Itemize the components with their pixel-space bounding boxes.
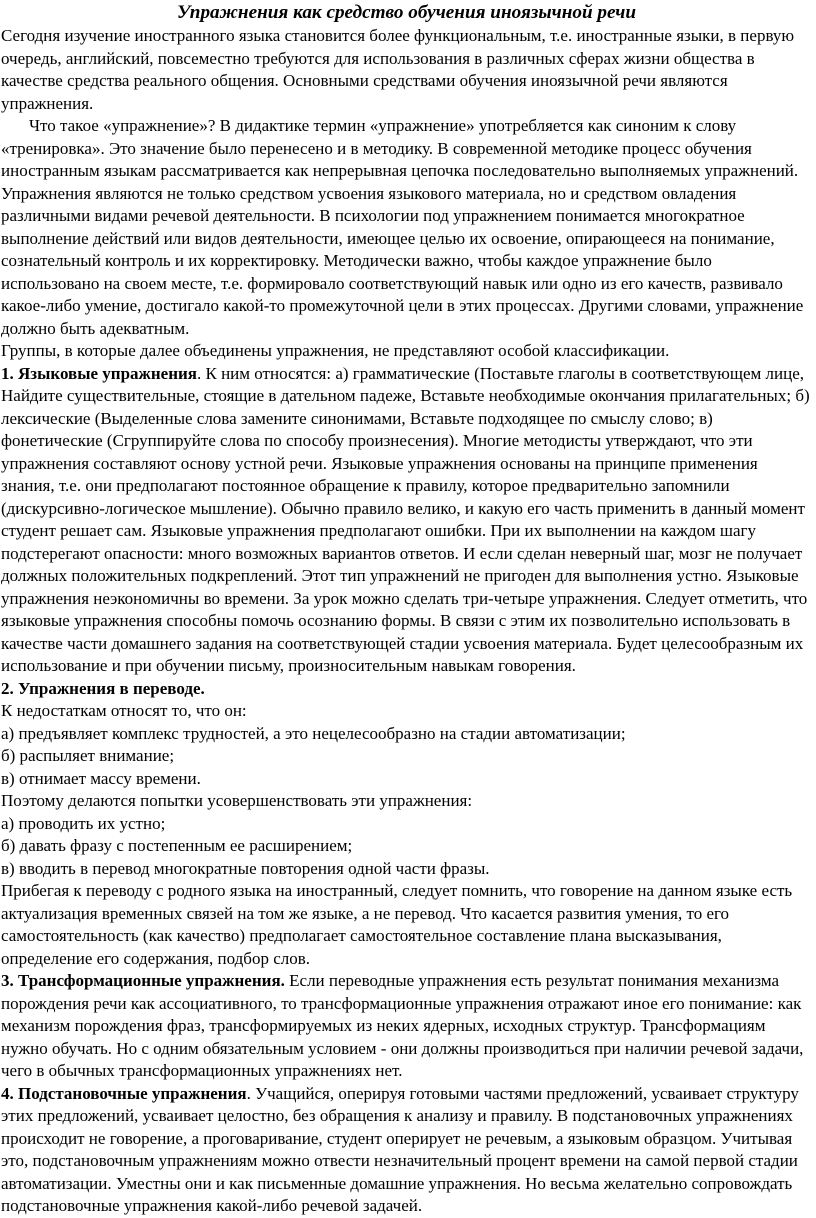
section-text: . Учащийся, оперируя готовыми частями предложений, усваивает структуру этих предложений, усваивает целостно, без обращения к анализу и правилу. В подстановочных упражнениях происходит не говорение, а проговаривание, студент оперирует не речевым, а языковым образцом. Учитывая это, подстановочным упражнениям можно отвести незначительный процент времени на самой первой стадии автоматизации. Уместны они и как письменные домашние упражнения. Но весьма желательно сопровождать подстановочные упражнения какой-либо речевой задачей. [1,1083,799,1215]
list-line: б) давать фразу с постепенным ее расширением; [1,836,353,855]
list-line: К недостаткам относят то, что он: [1,701,247,720]
list-line: а) проводить их устно; [1,813,166,833]
document-title: Упражнения как средство обучения иноязычной речи [176,2,637,23]
section-heading: 2. Упражнения в переводе. [1,678,205,698]
list-line: в) отнимает массу времени. [1,768,201,788]
list-line: а) предъявляет комплекс трудностей, а это нецелесообразно на стадии автоматизации; [1,723,626,743]
list-line: б) распыляет внимание; [1,746,175,765]
section-substitution-exercises [1,1083,812,1218]
section-heading: 1. Языковые упражнения [1,363,197,383]
section-language-exercises [1,363,812,678]
intro-paragraph-3: Группы, в которые далее объединены упражнения, не представляют особой классификации. [1,341,670,360]
section-text: Если переводные упражнения есть результат понимания механизма порождения речи как ассоциативного, то трансформационные упражнения отражают иное его понимание: как механизм порождения фраз, трансформируемых из неких ядерных, исходных структур. Трансформациям нужно обучать. Но с одним обязательным условием - они должны производиться при наличии речевой задачи, чего в обычных трансформационных упражнениях нет. [1,971,804,1080]
section-transformation-exercises [1,970,812,1083]
intro-paragraph-2: Что такое «упражнение»? В дидактике термин «упражнение» употребляется как синоним к слову «тренировка». Это значение было перенесено и в методику. В современной методике процесс обучения иностранным языкам рассматривается как непрерывная цепочка последовательно выполняемых упражнений. Упражнения являются не только средством усвоения языкового материала, но и средством овладения различными видами речевой деятельности. В психологии под упражнением понимается многократное выполнение действий или видов деятельности, имеющее целью их освоение, опирающееся на понимание, сознательный контроль и их корректировку. Методически важно, чтобы каждое упражнение было использовано на своем месте, т.е. формировало соответствующий навык или одно из его качеств, развивало какое-либо умение, достигало какой-то промежуточной цели в этих процессах. Другими словами, упражнение должно быть адекватным. [1,116,804,338]
section-heading: 4. Подстановочные упражнения [1,1083,247,1103]
list-line: в) вводить в перевод многократные повторения одной части фразы. [1,858,490,878]
section-text: . К ним относятся: а) грамматические (Поставьте глаголы в соответствующем лице, Найдите существительные, стоящие в дательном падеже, Вставьте необходимые окончания прилагательных; б) лексические (Выделенные слова замените синонимами, Вставьте подходящее по смыслу слово; в) фонетические (Сгруппируйте слова по способу произнесения). Многие методисты утверждают, что эти упражнения составляют основу устной речи. Языковые упражнения основаны на принципе применения знания, т.е. они предполагают постоянное обращение к правилу, которое предварительно запомнили (дискурсивно-логическое мышление). Обычно правило велико, и какую его часть применить в данный момент студент решает сам. Языковые упражнения предполагают ошибки. При их выполнении на каждом шагу подстерегают опасности: много возможных вариантов ответов. И если сделан неверный шаг, мозг не получает должных положительных подкреплений. Этот тип упражнений не пригоден для выполнения устно. Языковые упражнения неэкономичны во времени. За урок можно сделать три-четыре упражнения. Следует отметить, что языковые упражнения способны помочь осознанию формы. В связи с этим их позволительно использовать в качестве части домашнего задания на соответствующей стадии усвоения материала. Будет целесообразным их использование и при обучении письму, произносительным навыкам говорения. [1,363,810,675]
section-heading: 3. Трансформационные упражнения. [1,971,285,990]
translation-closing-paragraph: Прибегая к переводу с родного языка на иностранный, следует помнить, что говорение на данном языке есть актуализация временных связей на том же языке, а не перевод. Что касается развития умения, то его самостоятельность (как качество) предполагает самостоятельное составление плана высказывания, определение его содержания, подбор слов. [1,881,793,968]
intro-paragraph-1: Сегодня изучение иностранного языка становится более функциональным, т.е. иностранные языки, в первую очередь, английский, повсеместно требуются для использования в различных сферах жизни общества в качестве средства реального общения. Основными средствами обучения иноязычной речи являются упражнения. [1,26,795,113]
list-line: Поэтому делаются попытки усовершенствовать эти упражнения: [1,791,473,810]
document-page [0,2,816,1215]
